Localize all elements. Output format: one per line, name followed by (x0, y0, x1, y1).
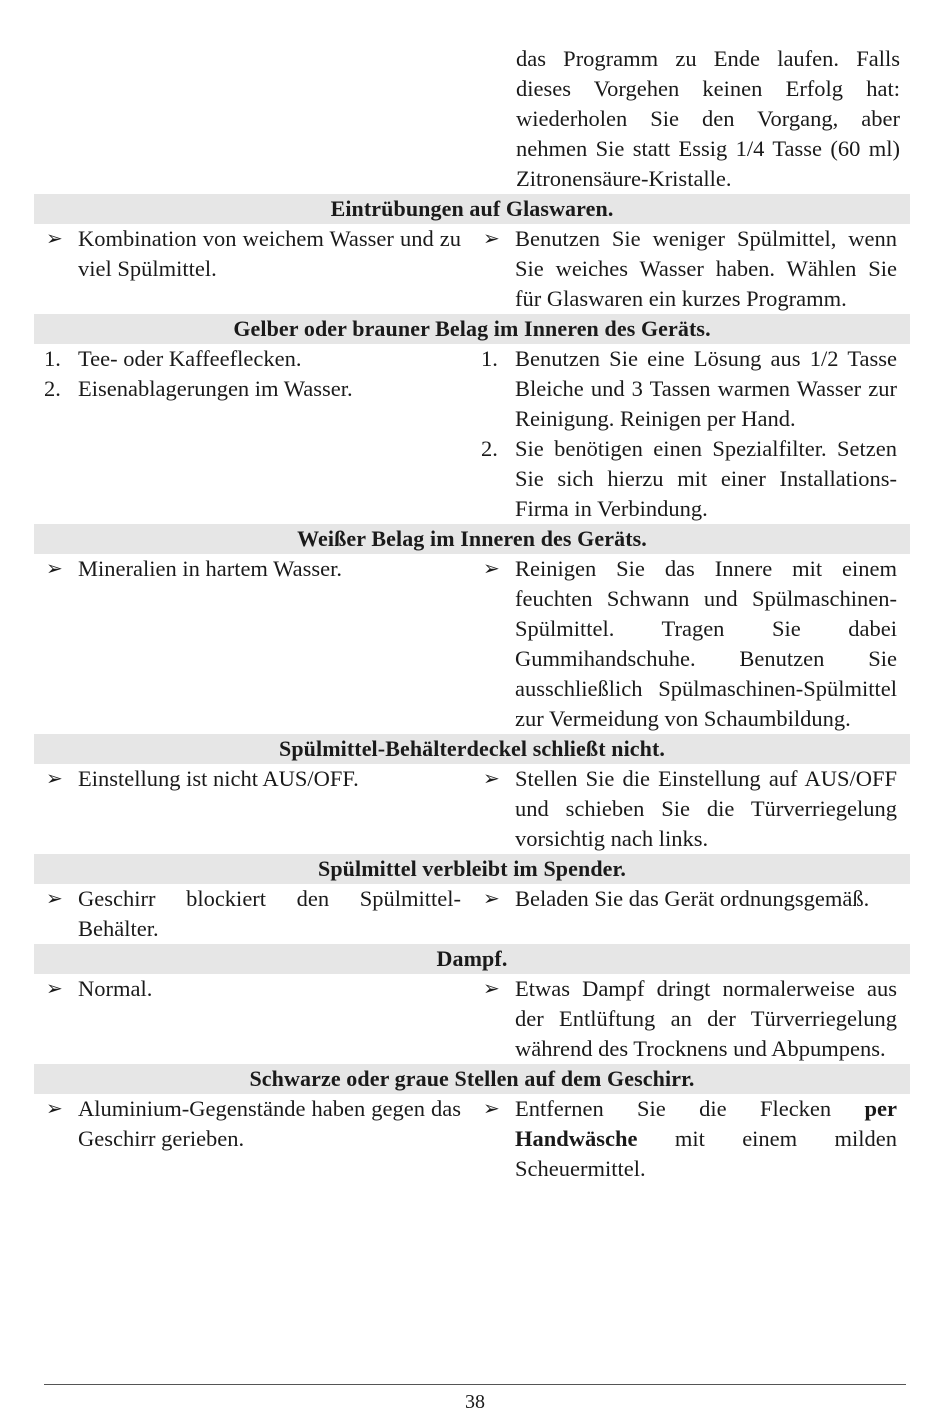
arrow-bullet-icon: ➢ (46, 228, 63, 250)
cause-item (34, 884, 461, 944)
solution-text: Sie benötigen einen Spezialfilter. Setzen Sie sich hierzu mit einer Installations-Firma in Verbindung. (515, 436, 897, 521)
section-row (34, 884, 910, 944)
solution-item (471, 224, 897, 314)
solution-column (471, 1094, 910, 1184)
arrow-bullet-icon: ➢ (46, 888, 63, 910)
arrow-bullet-icon: ➢ (483, 228, 500, 250)
cause-column (34, 344, 471, 524)
list-number: 2. (44, 376, 61, 401)
intro-paragraph: das Programm zu Ende laufen. Falls dieses Vorgehen keinen Erfolg hat: wiederholen Sie den Vorgang, aber nehmen Sie statt Essig 1/4 Tasse (60 ml) Zitronensäure-Kristalle. (516, 46, 900, 191)
arrow-bullet-icon: ➢ (483, 558, 500, 580)
page-number: 38 (465, 1391, 485, 1413)
solution-text: Entfernen Sie die Flecken (515, 1096, 865, 1121)
cause-item (34, 1094, 461, 1154)
section-row (34, 1094, 910, 1184)
solution-column (471, 554, 910, 734)
solution-text: mit einem milden Scheuermittel. (515, 1126, 897, 1181)
cause-item (34, 224, 461, 284)
solution-text: Benutzen Sie weniger Spülmittel, wenn Sie weiches Wasser haben. Wählen Sie für Glaswaren ein kurzes Programm. (515, 226, 897, 311)
solution-column (471, 884, 910, 944)
solution-column (471, 974, 910, 1064)
list-number: 2. (481, 436, 498, 461)
section-heading: Schwarze oder graue Stellen auf dem Geschirr. (34, 1064, 910, 1094)
cause-text: Eisenablagerungen im Wasser. (78, 376, 353, 401)
cause-text: Aluminium-Gegenstände haben gegen das Geschirr gerieben. (78, 1096, 461, 1151)
section-heading: Eintrübungen auf Glaswaren. (34, 194, 910, 224)
arrow-bullet-icon: ➢ (46, 558, 63, 580)
solution-item (471, 764, 897, 854)
solution-item (471, 1094, 897, 1184)
cause-text: Einstellung ist nicht AUS/OFF. (78, 766, 359, 791)
cause-column (34, 1094, 471, 1184)
solution-text: Reinigen Sie das Innere mit einem feuchten Schwann und Spülmaschinen-Spülmittel. Tragen Sie dabei Gummihandschuhe. Benutzen Sie ausschließlich Spülmaschinen-Spülmittel zur Vermeidung von Schaumbildung. (515, 556, 897, 731)
section-row (34, 764, 910, 854)
cause-text: Kombination von weichem Wasser und zu viel Spülmittel. (78, 226, 461, 281)
cause-text: Geschirr blockiert den Spülmittel-Behälter. (78, 886, 461, 941)
arrow-bullet-icon: ➢ (46, 768, 63, 790)
cause-item (34, 374, 461, 404)
arrow-bullet-icon: ➢ (46, 978, 63, 1000)
cause-text: Mineralien in hartem Wasser. (78, 556, 342, 581)
footer-divider (44, 1384, 906, 1385)
arrow-bullet-icon: ➢ (46, 1098, 63, 1120)
cause-column (34, 764, 471, 854)
arrow-bullet-icon: ➢ (483, 978, 500, 1000)
solution-item (471, 434, 897, 524)
solution-item (471, 884, 897, 914)
cause-item (34, 344, 461, 374)
section-heading: Dampf. (34, 944, 910, 974)
list-number: 1. (481, 346, 498, 371)
solution-text: Benutzen Sie eine Lösung aus 1/2 Tasse Bleiche und 3 Tassen warmen Wasser zur Reinigung. Reinigen per Hand. (515, 346, 897, 431)
section-row (34, 554, 910, 734)
cause-item (34, 554, 461, 584)
solution-text: Stellen Sie die Einstellung auf AUS/OFF und schieben Sie die Türverriegelung vorsichtig nach links. (515, 766, 897, 851)
solution-item (471, 974, 897, 1064)
section-heading: Spülmittel verbleibt im Spender. (34, 854, 910, 884)
solution-column (471, 344, 910, 524)
emphasized-text: per Handwäsche (515, 1096, 897, 1151)
arrow-bullet-icon: ➢ (483, 768, 500, 790)
solution-item (471, 554, 897, 734)
arrow-bullet-icon: ➢ (483, 1098, 500, 1120)
cause-column (34, 884, 471, 944)
list-number: 1. (44, 346, 61, 371)
cause-text: Tee- oder Kaffeeflecken. (78, 346, 302, 371)
section-heading: Gelber oder brauner Belag im Inneren des Geräts. (34, 314, 910, 344)
cause-text: Normal. (78, 976, 153, 1001)
cause-column (34, 554, 471, 734)
cause-item (34, 764, 461, 794)
arrow-bullet-icon: ➢ (483, 888, 500, 910)
troubleshooting-sections (34, 194, 910, 1184)
section-heading: Spülmittel-Behälterdeckel schließt nicht. (34, 734, 910, 764)
section-row (34, 344, 910, 524)
section-row (34, 974, 910, 1064)
cause-column (34, 224, 471, 314)
cause-item (34, 974, 461, 1004)
solution-text: Etwas Dampf dringt normalerweise aus der Entlüftung an der Türverriegelung während des Trocknens und Abpumpens. (515, 976, 897, 1061)
troubleshooting-page (34, 44, 910, 1184)
section-heading: Weißer Belag im Inneren des Geräts. (34, 524, 910, 554)
cause-column (34, 974, 471, 1064)
section-row (34, 224, 910, 314)
solution-column (471, 764, 910, 854)
solution-text: Beladen Sie das Gerät ordnungsgemäß. (515, 886, 870, 911)
solution-item (471, 344, 897, 434)
solution-column (471, 224, 910, 314)
